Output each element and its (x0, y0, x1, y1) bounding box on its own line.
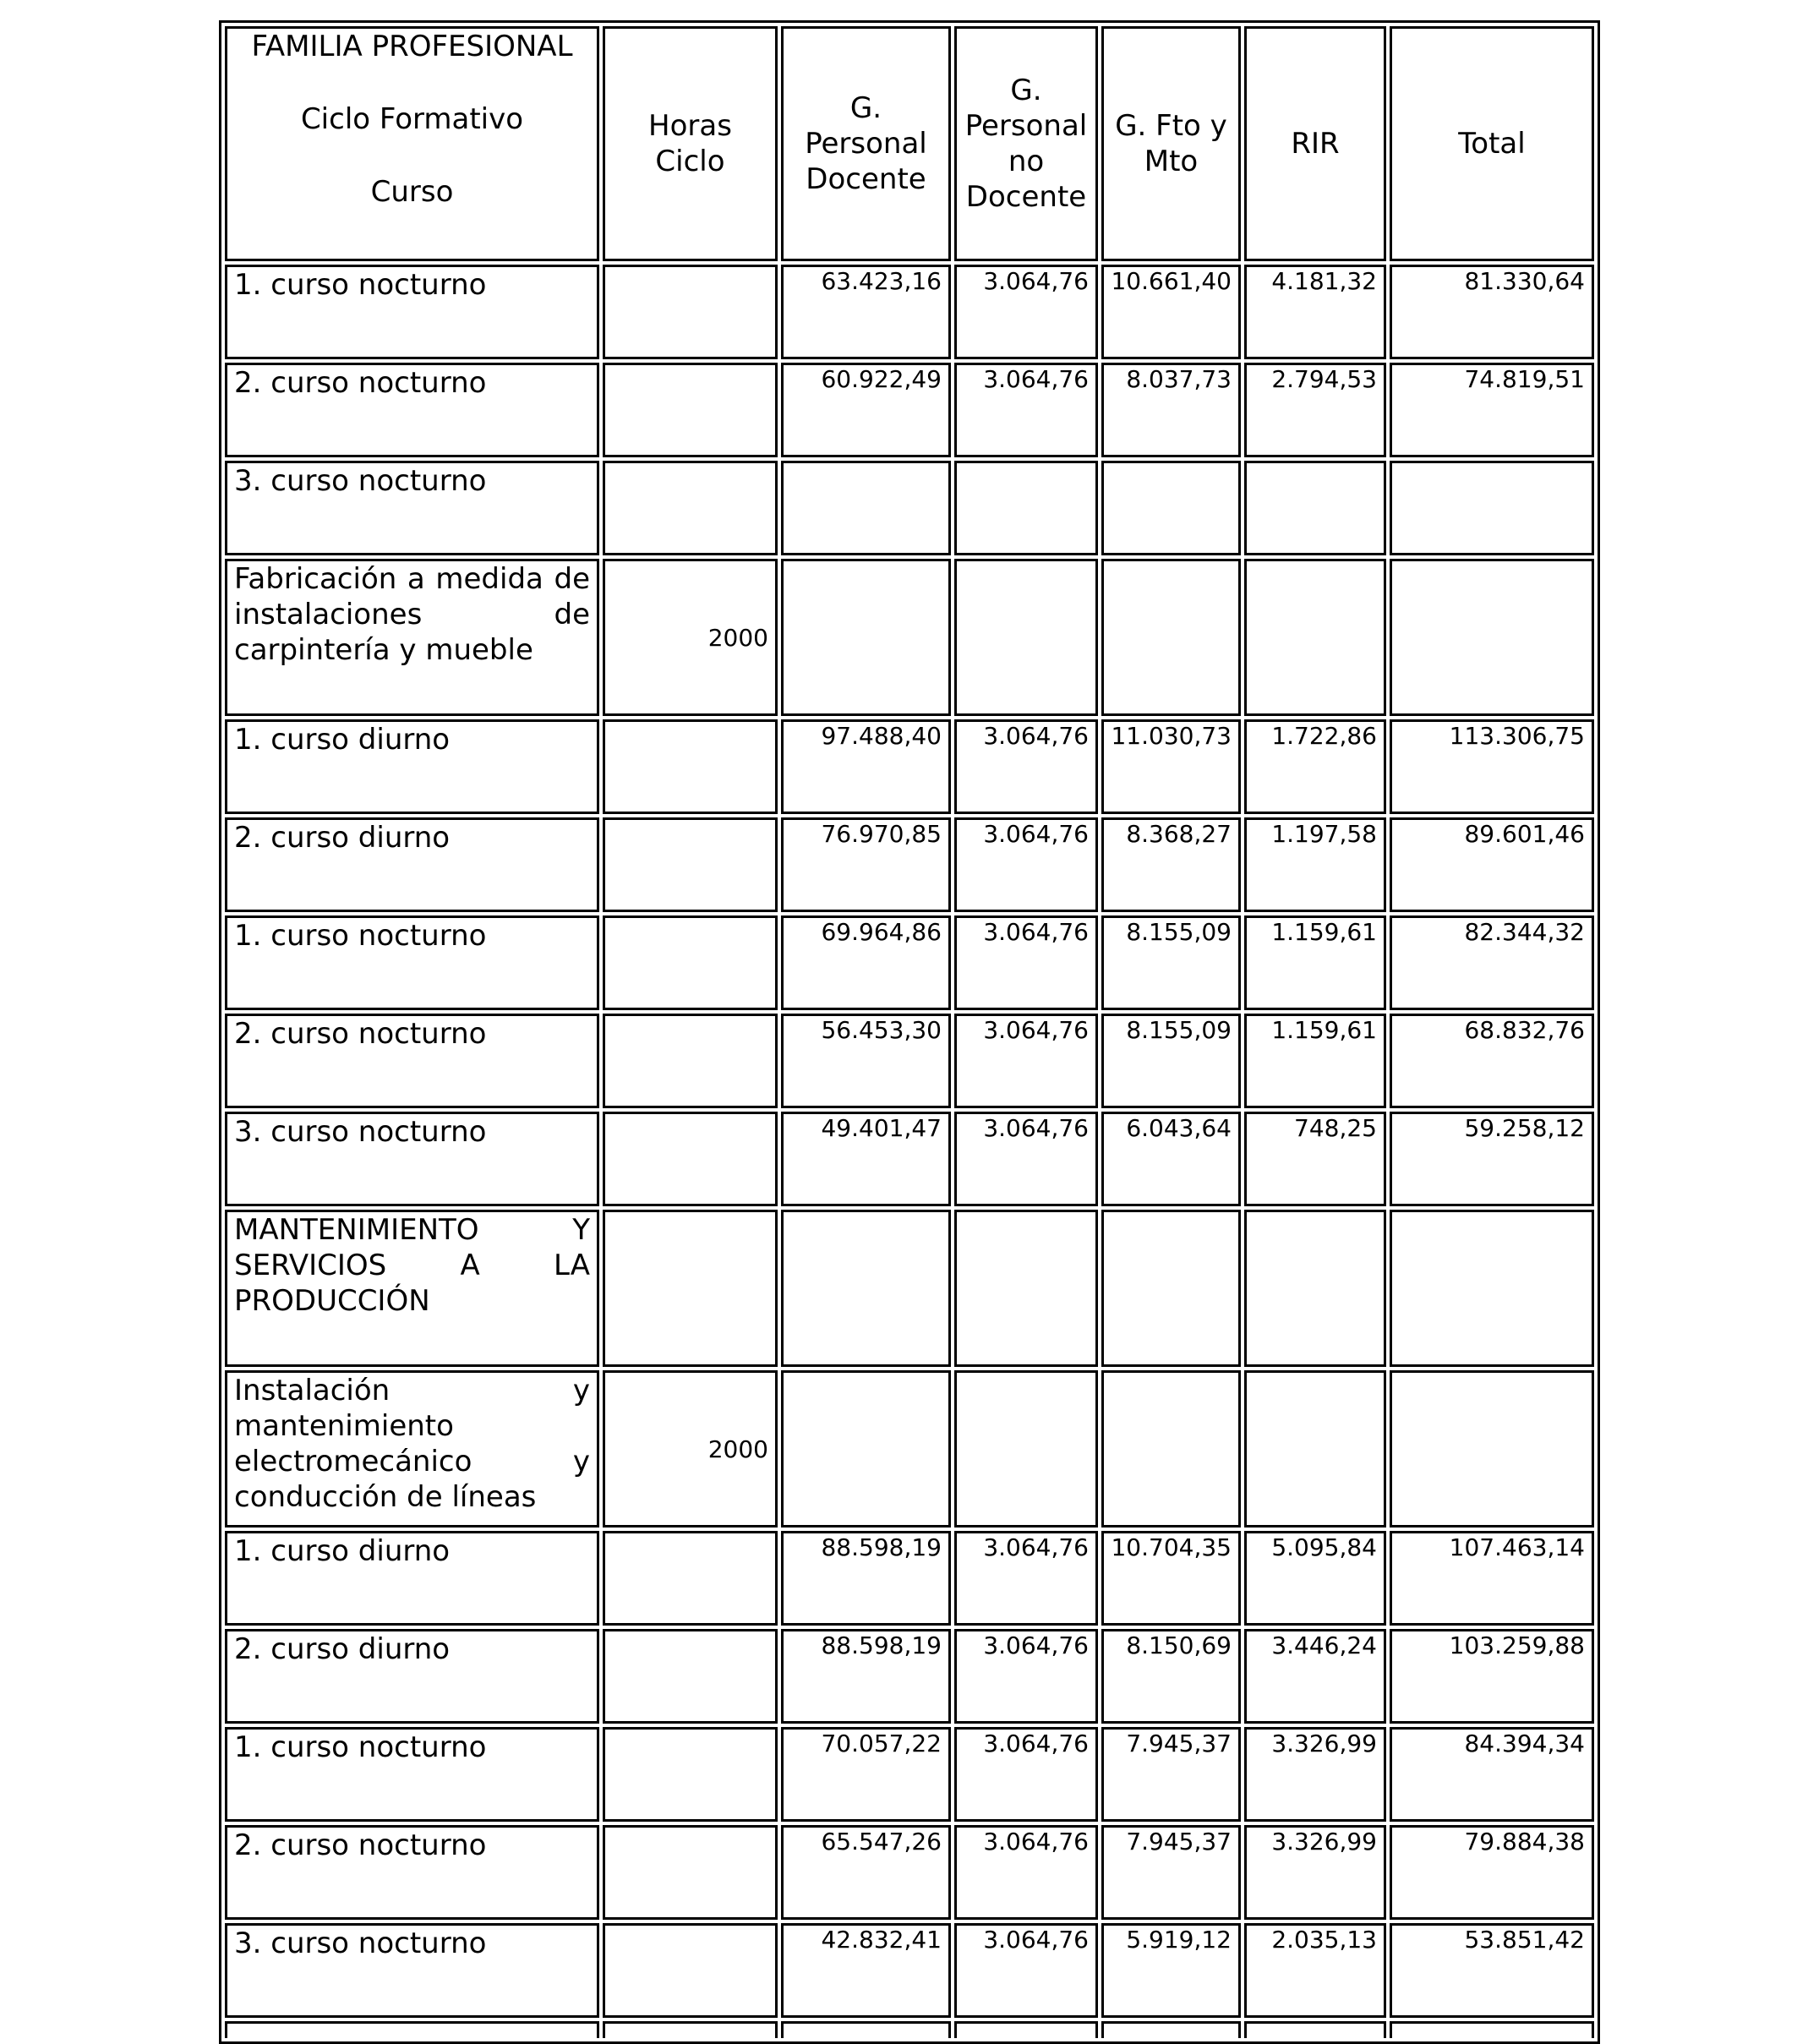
rir-cell: 1.159,61 (1244, 915, 1386, 1010)
rir-cell: 4.181,32 (1244, 265, 1386, 359)
personal-docente-cell: 63.423,16 (781, 265, 951, 359)
rir-cell: 5.095,84 (1244, 1531, 1386, 1626)
horas-cell (603, 1629, 778, 1724)
fto-mto-cell: 8.155,09 (1101, 1014, 1241, 1108)
table-row (225, 363, 1594, 457)
personal-no-docente-cell (954, 461, 1098, 555)
total-cell: 53.851,42 (1390, 1923, 1594, 2018)
budget-table (219, 20, 1600, 2044)
header-personal-docente: G. Personal Docente (781, 26, 951, 261)
horas-cell (603, 461, 778, 555)
horas-cell: 2000 (603, 1370, 778, 1528)
header-familia (225, 26, 599, 261)
horas-cell (603, 817, 778, 912)
fto-mto-cell: 11.030,73 (1101, 719, 1241, 814)
row-label: MANTENIMIENTO Y SERVICIOS A LA PRODUCCIÓN (225, 1210, 599, 1367)
table-row (225, 1370, 1594, 1528)
personal-no-docente-cell: 3.064,76 (954, 719, 1098, 814)
horas-cell (603, 915, 778, 1010)
total-cell (1390, 1370, 1594, 1528)
table-row (225, 1923, 1594, 2018)
header-fto-mto: G. Fto y Mto (1101, 26, 1241, 261)
horas-cell (603, 1531, 778, 1626)
personal-no-docente-cell: 3.064,76 (954, 265, 1098, 359)
table-row (225, 1825, 1594, 1920)
personal-docente-cell: 69.964,86 (781, 915, 951, 1010)
rir-cell: 3.446,24 (1244, 1629, 1386, 1724)
header-ciclo-label: Ciclo Formativo (300, 102, 524, 136)
row-label: Instalación y mantenimiento electromecánico y conducción de líneas (225, 1370, 599, 1528)
header-row (225, 26, 1594, 261)
total-cell: 82.344,32 (1390, 915, 1594, 1010)
row-label: 3. curso nocturno (225, 461, 599, 555)
table-row (225, 265, 1594, 359)
header-curso-label: Curso (370, 175, 454, 209)
header-familia-label: FAMILIA PROFESIONAL (251, 30, 573, 63)
table-row (225, 1210, 1594, 1367)
fto-mto-cell: 5.919,12 (1101, 1923, 1241, 2018)
row-label: 1. curso nocturno (225, 265, 599, 359)
horas-cell (603, 719, 778, 814)
row-label: Fabricación a medida de instalaciones de carpintería y mueble (225, 559, 599, 716)
fto-mto-cell: 10.704,35 (1101, 1531, 1241, 1626)
personal-docente-cell (781, 559, 951, 716)
personal-no-docente-cell (954, 1370, 1098, 1528)
horas-cell (603, 363, 778, 457)
fto-mto-cell: 8.037,73 (1101, 363, 1241, 457)
row-label: 2. curso diurno (225, 1629, 599, 1724)
fto-mto-cell (1101, 1370, 1241, 1528)
table-body (225, 265, 1594, 2018)
personal-no-docente-cell (954, 559, 1098, 716)
row-label: 1. curso nocturno (225, 915, 599, 1010)
table-row (225, 1112, 1594, 1206)
personal-docente-cell: 76.970,85 (781, 817, 951, 912)
personal-docente-cell: 70.057,22 (781, 1727, 951, 1822)
horas-cell (603, 265, 778, 359)
horas-cell (603, 1210, 778, 1367)
personal-no-docente-cell: 3.064,76 (954, 915, 1098, 1010)
table-row (225, 817, 1594, 912)
total-cell (1390, 559, 1594, 716)
rir-cell: 1.722,86 (1244, 719, 1386, 814)
horas-cell (603, 1727, 778, 1822)
rir-cell (1244, 1210, 1386, 1367)
table-row (225, 1727, 1594, 1822)
header-horas: Horas Ciclo (603, 26, 778, 261)
rir-cell (1244, 461, 1386, 555)
rir-cell: 3.326,99 (1244, 1825, 1386, 1920)
personal-no-docente-cell: 3.064,76 (954, 1825, 1098, 1920)
row-label: 1. curso diurno (225, 719, 599, 814)
table-row (225, 1014, 1594, 1108)
personal-docente-cell: 65.547,26 (781, 1825, 951, 1920)
header-total: Total (1390, 26, 1594, 261)
table-row (225, 559, 1594, 716)
personal-docente-cell (781, 1370, 951, 1528)
horas-cell: 2000 (603, 559, 778, 716)
personal-no-docente-cell (954, 1210, 1098, 1367)
personal-docente-cell: 88.598,19 (781, 1531, 951, 1626)
fto-mto-cell (1101, 1210, 1241, 1367)
total-cell: 89.601,46 (1390, 817, 1594, 912)
personal-docente-cell (781, 1210, 951, 1367)
rir-cell (1244, 1370, 1386, 1528)
total-cell (1390, 1210, 1594, 1367)
rir-cell: 2.794,53 (1244, 363, 1386, 457)
total-cell: 103.259,88 (1390, 1629, 1594, 1724)
rir-cell: 748,25 (1244, 1112, 1386, 1206)
row-label: 2. curso diurno (225, 817, 599, 912)
row-label: 2. curso nocturno (225, 363, 599, 457)
fto-mto-cell: 8.155,09 (1101, 915, 1241, 1010)
rir-cell (1244, 559, 1386, 716)
horas-cell (603, 1112, 778, 1206)
fto-mto-cell: 6.043,64 (1101, 1112, 1241, 1206)
table-row (225, 719, 1594, 814)
personal-no-docente-cell: 3.064,76 (954, 1112, 1098, 1206)
rir-cell: 3.326,99 (1244, 1727, 1386, 1822)
row-label: 3. curso nocturno (225, 1112, 599, 1206)
horas-cell (603, 1014, 778, 1108)
personal-no-docente-cell: 3.064,76 (954, 1923, 1098, 2018)
rir-cell: 1.159,61 (1244, 1014, 1386, 1108)
row-label: 2. curso nocturno (225, 1825, 599, 1920)
row-label: 2. curso nocturno (225, 1014, 599, 1108)
total-cell: 59.258,12 (1390, 1112, 1594, 1206)
personal-docente-cell: 42.832,41 (781, 1923, 951, 2018)
table-row (225, 915, 1594, 1010)
horas-cell (603, 1923, 778, 2018)
total-cell: 79.884,38 (1390, 1825, 1594, 1920)
total-cell: 107.463,14 (1390, 1531, 1594, 1626)
personal-docente-cell: 56.453,30 (781, 1014, 951, 1108)
personal-docente-cell: 97.488,40 (781, 719, 951, 814)
row-label: 1. curso nocturno (225, 1727, 599, 1822)
personal-docente-cell: 88.598,19 (781, 1629, 951, 1724)
rir-cell: 2.035,13 (1244, 1923, 1386, 2018)
header-personal-no-docente: G. Personal no Docente (954, 26, 1098, 261)
fto-mto-cell (1101, 461, 1241, 555)
fto-mto-cell: 8.150,69 (1101, 1629, 1241, 1724)
total-cell: 81.330,64 (1390, 265, 1594, 359)
table-row (225, 461, 1594, 555)
fto-mto-cell (1101, 559, 1241, 716)
horas-cell (603, 1825, 778, 1920)
personal-docente-cell: 49.401,47 (781, 1112, 951, 1206)
total-cell: 84.394,34 (1390, 1727, 1594, 1822)
fto-mto-cell: 7.945,37 (1101, 1825, 1241, 1920)
total-cell: 74.819,51 (1390, 363, 1594, 457)
personal-no-docente-cell: 3.064,76 (954, 363, 1098, 457)
total-cell (1390, 461, 1594, 555)
personal-no-docente-cell: 3.064,76 (954, 817, 1098, 912)
personal-docente-cell (781, 461, 951, 555)
fto-mto-cell: 8.368,27 (1101, 817, 1241, 912)
table-row (225, 1629, 1594, 1724)
personal-no-docente-cell: 3.064,76 (954, 1629, 1098, 1724)
row-label: 1. curso diurno (225, 1531, 599, 1626)
row-label: 3. curso nocturno (225, 1923, 599, 2018)
rir-cell: 1.197,58 (1244, 817, 1386, 912)
header-rir: RIR (1244, 26, 1386, 261)
personal-no-docente-cell: 3.064,76 (954, 1727, 1098, 1822)
personal-docente-cell: 60.922,49 (781, 363, 951, 457)
personal-no-docente-cell: 3.064,76 (954, 1531, 1098, 1626)
total-cell: 68.832,76 (1390, 1014, 1594, 1108)
personal-no-docente-cell: 3.064,76 (954, 1014, 1098, 1108)
total-cell: 113.306,75 (1390, 719, 1594, 814)
table-row (225, 1531, 1594, 1626)
table-cutoff-row (225, 2021, 1594, 2038)
fto-mto-cell: 7.945,37 (1101, 1727, 1241, 1822)
fto-mto-cell: 10.661,40 (1101, 265, 1241, 359)
